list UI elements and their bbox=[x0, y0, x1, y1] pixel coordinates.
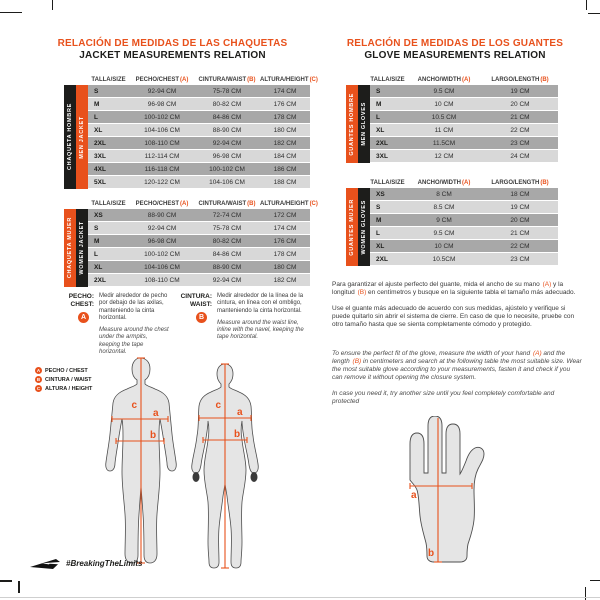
size-cell: 5XL bbox=[94, 178, 106, 186]
value-cell: 100-102 CM bbox=[209, 165, 245, 173]
hand-width-label: a bbox=[411, 490, 417, 501]
value-cell: 22 CM bbox=[510, 126, 530, 134]
brand-logo bbox=[30, 558, 62, 571]
female-waist-label: b bbox=[234, 429, 241, 440]
chest-badge-a: A bbox=[78, 312, 89, 323]
chest-measure-labels bbox=[58, 293, 94, 356]
value-cell: 184 CM bbox=[273, 152, 297, 160]
value-cell: 88-90 CM bbox=[147, 211, 177, 219]
waist-measure-text bbox=[217, 293, 310, 342]
glove-note-en-p2: In case you need it, try another size until you feel completely comfortable and protected bbox=[332, 390, 555, 405]
table-row bbox=[88, 274, 310, 286]
crop-mark bbox=[590, 580, 600, 581]
value-cell: 21 CM bbox=[510, 113, 530, 121]
col-header: CINTURA/WAIST(B) bbox=[198, 77, 256, 83]
size-cell: 2XL bbox=[94, 276, 106, 284]
table-row bbox=[88, 163, 310, 175]
value-cell: 80-82 CM bbox=[212, 100, 242, 108]
value-cell: 20 CM bbox=[510, 216, 530, 224]
men-gloves-rows bbox=[370, 85, 558, 163]
size-cell: 3XL bbox=[376, 152, 388, 160]
table-row bbox=[88, 124, 310, 136]
waist-text-en: Measure around the waist line, inline with the navel, keeping the tape horizontal. bbox=[217, 319, 304, 341]
male-chest-label: a bbox=[153, 408, 159, 419]
table-row bbox=[370, 201, 558, 213]
col-header: PECHO/CHEST(A) bbox=[135, 77, 189, 83]
glove-note-es-p1: Para garantizar el ajuste perfecto del guante, mida el ancho de su mano (A) y la longitud (B) en centímetros y busque en la siguiente tabla el tamaño más adecuado. bbox=[332, 281, 576, 296]
value-cell: 10 CM bbox=[434, 242, 454, 250]
waist-measure-labels bbox=[176, 293, 212, 342]
legend-circle-b: B bbox=[36, 377, 41, 382]
legend-item-waist: B CINTURA / WAIST bbox=[36, 376, 92, 383]
women-jacket-side-label-en: WOMEN JACKET bbox=[76, 209, 88, 287]
value-cell: 180 CM bbox=[273, 263, 297, 271]
table-row bbox=[88, 150, 310, 162]
table-row bbox=[370, 124, 558, 136]
value-cell: 178 CM bbox=[273, 250, 297, 258]
value-cell: 108-110 CM bbox=[144, 139, 180, 147]
men-gloves-side-label-en: MEN GLOVES bbox=[358, 85, 370, 163]
size-cell: L bbox=[376, 229, 380, 237]
size-cell: XL bbox=[376, 242, 385, 250]
value-cell: 180 CM bbox=[273, 126, 297, 134]
table-row bbox=[88, 209, 310, 221]
size-cell: S bbox=[376, 203, 381, 211]
size-cell: 3XL bbox=[94, 152, 106, 160]
crop-mark bbox=[586, 0, 587, 10]
value-cell: 96-98 CM bbox=[147, 237, 177, 245]
value-cell: 172 CM bbox=[273, 211, 297, 219]
col-header: CINTURA/WAIST(B) bbox=[198, 201, 256, 207]
value-cell: 80-82 CM bbox=[212, 237, 242, 245]
value-cell: 100-102 CM bbox=[144, 113, 180, 121]
value-cell: 176 CM bbox=[273, 237, 297, 245]
glove-title-en: GLOVE MEASUREMENTS RELATION bbox=[364, 50, 546, 61]
size-cell: M bbox=[94, 237, 100, 245]
female-figure bbox=[192, 364, 259, 568]
body-measurement-figures bbox=[95, 356, 265, 572]
value-cell: 108-110 CM bbox=[144, 276, 180, 284]
size-cell: 2XL bbox=[94, 139, 106, 147]
women-jacket-header bbox=[88, 196, 318, 207]
value-cell: 10 CM bbox=[434, 100, 454, 108]
table-row bbox=[88, 137, 310, 149]
legend-item-height: C ALTURA / HEIGHT bbox=[36, 385, 93, 392]
table-row bbox=[370, 150, 558, 162]
size-cell: XS bbox=[94, 211, 103, 219]
value-cell: 100-102 CM bbox=[144, 250, 180, 258]
value-cell: 92-94 CM bbox=[147, 224, 177, 232]
value-cell: 75-78 CM bbox=[212, 224, 242, 232]
size-cell: L bbox=[94, 250, 98, 258]
glove-note-es bbox=[332, 281, 582, 337]
women-jacket-rows bbox=[88, 209, 310, 287]
chest-measure-text bbox=[99, 293, 170, 356]
value-cell: 176 CM bbox=[273, 100, 297, 108]
value-cell: 10.5CM bbox=[432, 255, 456, 263]
footer-hashtag: #BreakingTheLimits bbox=[66, 559, 143, 568]
size-cell: L bbox=[94, 113, 98, 121]
table-row bbox=[370, 137, 558, 149]
women-gloves-side-label-en: WOMEN GLOVES bbox=[358, 188, 370, 266]
col-header: LARGO/LENGTH(B) bbox=[491, 77, 549, 83]
women-jacket-side-label-es: CHAQUETA MUJER bbox=[64, 209, 76, 287]
glove-note-en bbox=[332, 350, 582, 414]
hand-length-label: b bbox=[428, 548, 435, 559]
hand-measurement-figure bbox=[398, 416, 518, 568]
value-cell: 104-106 CM bbox=[144, 263, 180, 271]
jacket-title-en: JACKET MEASUREMENTS RELATION bbox=[79, 50, 266, 61]
value-cell: 9.5 CM bbox=[433, 87, 455, 95]
value-cell: 96-98 CM bbox=[147, 100, 177, 108]
female-left-glove bbox=[193, 472, 200, 482]
col-header: ANCHO/WIDTH(A) bbox=[417, 180, 471, 186]
crop-mark bbox=[0, 580, 12, 582]
jacket-section-title bbox=[30, 38, 315, 62]
women-gloves-table bbox=[346, 175, 558, 266]
value-cell: 182 CM bbox=[273, 276, 297, 284]
value-cell: 10.5 CM bbox=[431, 113, 457, 121]
men-jacket-rows bbox=[88, 85, 310, 189]
value-cell: 92-94 CM bbox=[212, 276, 242, 284]
table-row bbox=[88, 111, 310, 123]
size-cell: M bbox=[376, 100, 382, 108]
crop-mark bbox=[18, 581, 20, 593]
value-cell: 9 CM bbox=[436, 216, 452, 224]
table-row bbox=[88, 222, 310, 234]
value-cell: 92-94 CM bbox=[147, 87, 177, 95]
col-header: TALLA/SIZE bbox=[91, 77, 126, 83]
value-cell: 18 CM bbox=[510, 190, 530, 198]
chest-text-en: Measure around the chest under the armpits, keeping the tape horizontal. bbox=[99, 327, 169, 356]
size-cell: M bbox=[376, 216, 382, 224]
value-cell: 72-74 CM bbox=[212, 211, 242, 219]
jacket-section bbox=[30, 38, 315, 62]
table-row bbox=[88, 98, 310, 110]
value-cell: 19 CM bbox=[510, 203, 530, 211]
col-header: ANCHO/WIDTH(A) bbox=[417, 77, 471, 83]
value-cell: 9.5 CM bbox=[433, 229, 455, 237]
legend-item-chest: A PECHO / CHEST bbox=[36, 367, 88, 374]
glove-note-es-p2: Use el guante más adecuado de acuerdo con sus medidas, ajústelo y verifique si puede quitarlo sin abrir el sistema de cierre. En caso de que lo necesite, pruebe con otro tamaño hasta que se sienta completamente cómodo y protegido. bbox=[332, 305, 575, 328]
value-cell: 20 CM bbox=[510, 100, 530, 108]
value-cell: 11 CM bbox=[434, 126, 454, 134]
col-header: ALTURA/HEIGHT(C) bbox=[260, 201, 318, 207]
value-cell: 75-78 CM bbox=[212, 87, 242, 95]
men-jacket-side-label-es: CHAQUETA HOMBRE bbox=[64, 85, 76, 189]
table-row bbox=[88, 85, 310, 97]
men-gloves-table bbox=[346, 72, 558, 163]
men-jacket-side-label-en: MEN JACKET bbox=[76, 85, 88, 189]
value-cell: 116-118 CM bbox=[144, 165, 180, 173]
col-header: ALTURA/HEIGHT(C) bbox=[260, 77, 318, 83]
value-cell: 92-94 CM bbox=[212, 139, 242, 147]
size-cell: XL bbox=[376, 126, 385, 134]
col-header: PECHO/CHEST(A) bbox=[135, 201, 189, 207]
value-cell: 11.5CM bbox=[432, 139, 456, 147]
table-row bbox=[370, 214, 558, 226]
value-cell: 188 CM bbox=[273, 178, 297, 186]
col-header: TALLA/SIZE bbox=[370, 180, 405, 186]
table-row bbox=[88, 261, 310, 273]
table-row bbox=[370, 85, 558, 97]
women-jacket-table bbox=[64, 196, 318, 287]
table-row bbox=[88, 248, 310, 260]
glove-note-en-p1: To ensure the perfect fit of the glove, measure the width of your hand (A) and the length (B) in centimeters and search at the following table the most suitable size. Wear the most suitable glove according to your measurements, fasten it and check if you can remove it without opening the closure system. bbox=[332, 350, 582, 381]
size-cell: S bbox=[376, 87, 381, 95]
col-header: TALLA/SIZE bbox=[370, 77, 405, 83]
value-cell: 186 CM bbox=[273, 165, 297, 173]
size-cell: XS bbox=[376, 190, 385, 198]
waist-label-en: WAIST: bbox=[189, 300, 212, 308]
value-cell: 84-86 CM bbox=[212, 113, 242, 121]
table-row bbox=[370, 111, 558, 123]
table-row bbox=[370, 253, 558, 265]
crop-mark bbox=[588, 13, 600, 14]
table-row bbox=[370, 240, 558, 252]
col-header: TALLA/SIZE bbox=[91, 201, 126, 207]
value-cell: 19 CM bbox=[510, 87, 530, 95]
men-gloves-side-label-es: GUANTES HOMBRE bbox=[346, 85, 358, 163]
women-gloves-rows bbox=[370, 188, 558, 266]
female-right-glove bbox=[251, 472, 258, 482]
value-cell: 12 CM bbox=[434, 152, 454, 160]
value-cell: 88-90 CM bbox=[212, 263, 242, 271]
size-cell: 4XL bbox=[94, 165, 106, 173]
waist-badge-b: B bbox=[196, 312, 207, 323]
men-jacket-table bbox=[64, 72, 318, 189]
value-cell: 112-114 CM bbox=[144, 152, 180, 160]
value-cell: 174 CM bbox=[273, 87, 297, 95]
value-cell: 88-90 CM bbox=[212, 126, 242, 134]
value-cell: 24 CM bbox=[510, 152, 530, 160]
value-cell: 84-86 CM bbox=[212, 250, 242, 258]
col-header: LARGO/LENGTH(B) bbox=[491, 180, 549, 186]
table-row bbox=[370, 98, 558, 110]
women-gloves-header bbox=[370, 175, 558, 186]
chest-measure-block bbox=[58, 293, 170, 356]
value-cell: 104-106 CM bbox=[144, 126, 180, 134]
table-row bbox=[88, 235, 310, 247]
female-height-label: c bbox=[215, 400, 221, 411]
page-edge-line bbox=[0, 597, 600, 598]
legend-circle-a: A bbox=[36, 368, 41, 373]
value-cell: 23 CM bbox=[510, 255, 530, 263]
value-cell: 22 CM bbox=[510, 242, 530, 250]
waist-text-es: Medir alrededor de la línea de la cintura, en línea con el ombligo, manteniendo la cinta horizontal. bbox=[217, 293, 304, 314]
male-figure bbox=[106, 358, 177, 563]
size-cell: M bbox=[94, 100, 100, 108]
table-row bbox=[88, 176, 310, 188]
male-waist-label: b bbox=[150, 430, 157, 441]
value-cell: 8 CM bbox=[436, 190, 452, 198]
jacket-title-es: RELACIÓN DE MEDIDAS DE LAS CHAQUETAS bbox=[57, 38, 288, 49]
value-cell: 96-98 CM bbox=[212, 152, 242, 160]
table-row bbox=[370, 227, 558, 239]
size-cell: S bbox=[94, 224, 99, 232]
size-cell: XL bbox=[94, 126, 103, 134]
glove-section bbox=[330, 38, 580, 62]
value-cell: 182 CM bbox=[273, 139, 297, 147]
measurement-legend bbox=[35, 366, 92, 393]
size-cell: 2XL bbox=[376, 255, 388, 263]
crop-mark bbox=[0, 12, 22, 13]
table-row bbox=[370, 188, 558, 200]
glove-title-es: RELACIÓN DE MEDIDAS DE LOS GUANTES bbox=[346, 38, 564, 49]
female-chest-label: a bbox=[237, 407, 243, 418]
legend-circle-c: C bbox=[36, 386, 41, 391]
male-height-label: c bbox=[131, 400, 137, 411]
chest-text-es: Medir alrededor de pecho por debajo de las axilas, manteniendo la cinta horizontal. bbox=[99, 293, 168, 321]
women-gloves-side-label-es: GUANTES MUJER bbox=[346, 188, 358, 266]
size-cell: L bbox=[376, 113, 380, 121]
value-cell: 8.5 CM bbox=[433, 203, 455, 211]
men-jacket-header bbox=[88, 72, 318, 83]
size-cell: XL bbox=[94, 263, 103, 271]
chest-label-en: CHEST: bbox=[70, 300, 94, 308]
value-cell: 174 CM bbox=[273, 224, 297, 232]
size-cell: 2XL bbox=[376, 139, 388, 147]
waist-label-es: CINTURA: bbox=[180, 293, 212, 300]
men-gloves-header bbox=[370, 72, 558, 83]
glove-section-title bbox=[330, 38, 580, 62]
crop-mark bbox=[585, 587, 586, 600]
hand-silhouette bbox=[410, 416, 484, 562]
crop-mark bbox=[52, 0, 53, 10]
value-cell: 23 CM bbox=[510, 139, 530, 147]
chest-label-es: PECHO: bbox=[68, 293, 94, 300]
value-cell: 178 CM bbox=[273, 113, 297, 121]
value-cell: 21 CM bbox=[510, 229, 530, 237]
waist-measure-block bbox=[176, 293, 310, 342]
value-cell: 104-106 CM bbox=[209, 178, 245, 186]
value-cell: 120-122 CM bbox=[144, 178, 180, 186]
size-cell: S bbox=[94, 87, 99, 95]
